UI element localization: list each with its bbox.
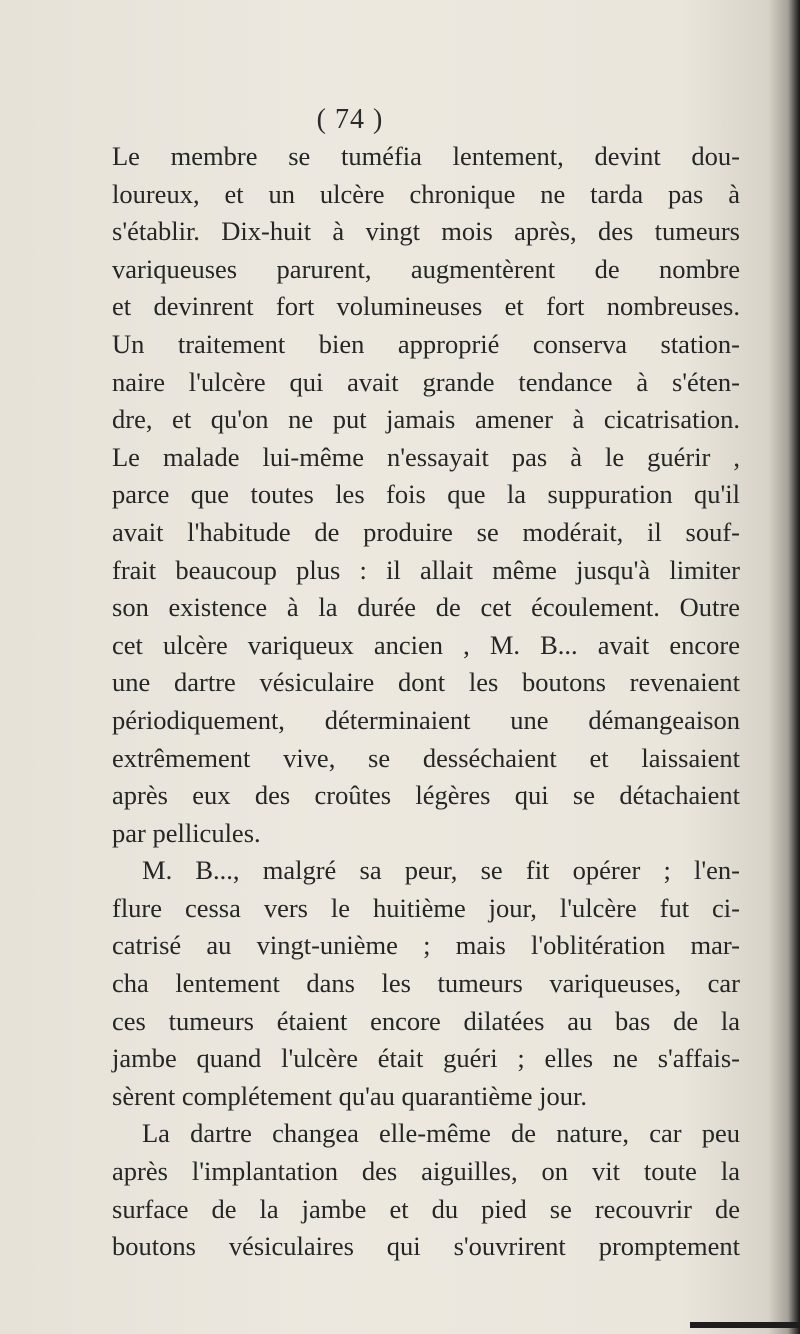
text-line: extrêmement vive, se desséchaient et laissaient (112, 742, 740, 773)
text-line: naire l'ulcère qui avait grande tendance à s'éten- (112, 366, 740, 397)
text-line: Le membre se tuméfia lentement, devint dou- (112, 141, 740, 171)
text-line: frait beaucoup plus : il allait même jusqu'à limiter (112, 554, 740, 585)
text-line: une dartre vésiculaire dont les boutons revenaient (112, 667, 740, 698)
text-line: ces tumeurs étaient encore dilatées au bas de la (112, 1005, 740, 1036)
text-line: La dartre changea elle-même de nature, car peu (142, 1118, 740, 1149)
text-line: Un traitement bien approprié conserva station- (112, 328, 740, 359)
text-line: après eux des croûtes légères qui se détachaient (112, 780, 740, 811)
text-line: catrisé au vingt-unième ; mais l'oblitération mar- (112, 930, 740, 961)
text-line: boutons vésiculaires qui s'ouvrirent promptement (112, 1231, 740, 1262)
text-line: surface de la jambe et du pied se recouvrir de (112, 1193, 740, 1224)
text-line: jambe quand l'ulcère était guéri ; elles ne s'affais- (112, 1043, 740, 1074)
text-line: Le malade lui-même n'essayait pas à le guérir , (112, 441, 740, 472)
text-line: sèrent complétement qu'au quarantième jour. (112, 1080, 587, 1111)
text-line: avait l'habitude de produire se modérait, il souf- (112, 516, 740, 547)
text-line: par pellicules. (112, 817, 261, 848)
page-number: ( 74 ) (316, 104, 384, 135)
text-line: son existence à la durée de cet écoulement. Outre (112, 592, 740, 623)
text-line: cet ulcère variqueux ancien , M. B... avait encore (112, 629, 740, 660)
text-line: cha lentement dans les tumeurs variqueuses, car (112, 968, 740, 999)
text-line: dre, et qu'on ne put jamais amener à cicatrisation. (112, 404, 740, 435)
text-line: après l'implantation des aiguilles, on vit toute la (112, 1156, 740, 1187)
page-binding-edge (788, 0, 800, 1334)
body-text (112, 138, 740, 1266)
text-line: s'établir. Dix-huit à vingt mois après, des tumeurs (112, 216, 740, 247)
text-line: flure cessa vers le huitième jour, l'ulcère fut ci- (112, 892, 740, 923)
text-line: loureux, et un ulcère chronique ne tarda pas à (112, 178, 740, 209)
text-line: M. B..., malgré sa peur, se fit opérer ; l'en- (142, 855, 740, 886)
bottom-rule (690, 1322, 800, 1328)
text-line: et devinrent fort volumineuses et fort nombreuses. (112, 291, 740, 322)
text-line: parce que toutes les fois que la suppuration qu'il (112, 479, 740, 510)
text-line: variqueuses parurent, augmentèrent de nombre (112, 253, 740, 284)
text-line: périodiquement, déterminaient une démangeaison (112, 704, 740, 735)
